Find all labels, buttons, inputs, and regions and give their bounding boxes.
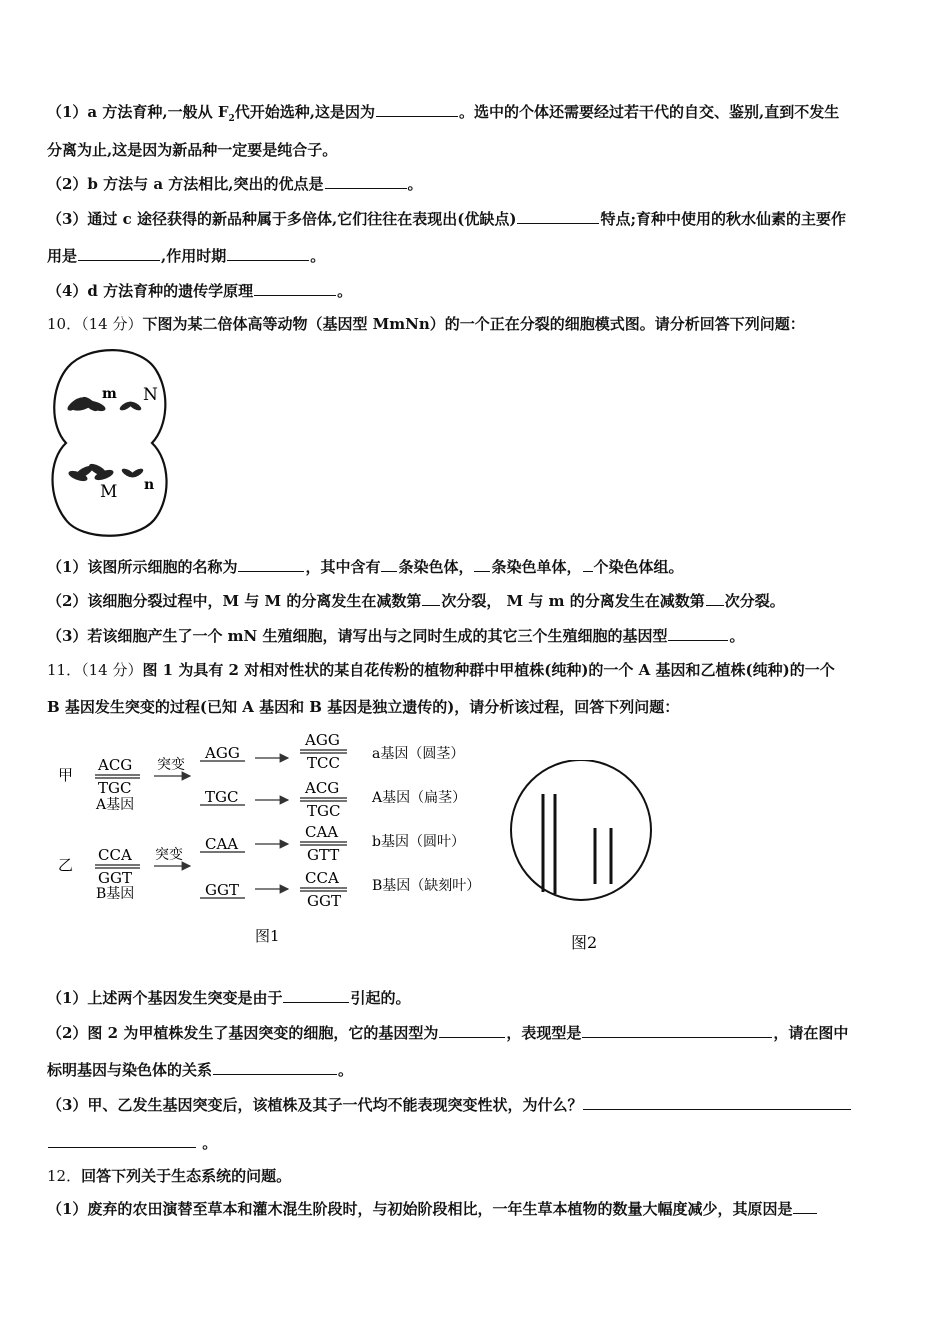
row4-gene-label: B基因（缺刻叶）: [372, 878, 481, 894]
answer-blank[interactable]: [254, 281, 336, 296]
gene-b-top-strand: CCA: [98, 846, 132, 864]
q11-part2-text-b: ，表现型是: [506, 1024, 582, 1042]
q9-part3-text-d: ,作用时期: [161, 247, 227, 265]
q9-part1-text-d: 分离为止,这是因为新品种一定要是纯合子。: [47, 141, 338, 159]
q9-part4-text-b: 。: [337, 282, 353, 300]
gene-label-m: m: [102, 386, 117, 402]
mutation-label-yi: 突变: [155, 847, 183, 863]
answer-blank[interactable]: [325, 174, 407, 189]
row2-gene-label: A基因（扁茎）: [372, 790, 467, 806]
q9-part1-text-c: 。选中的个体还需要经过若干代的自交、鉴别,直到不发生: [458, 103, 840, 121]
q11-score: （14 分）: [81, 661, 143, 679]
row2-single-strand: TGC: [205, 788, 239, 806]
gene-label-N: N: [143, 385, 158, 405]
q10-part1-text-e: 个染色体组。: [593, 558, 684, 576]
q10-score: （14 分）: [81, 315, 143, 333]
q11-part2-text-c: ，请在图中: [773, 1024, 849, 1042]
dividing-cell-outline: [53, 350, 167, 536]
answer-blank[interactable]: [238, 557, 304, 572]
answer-blank[interactable]: [706, 591, 724, 606]
q9-part1-text-a: （1）a 方法育种,一般从 F: [47, 103, 229, 121]
q9-part2-text-b: 。: [407, 175, 423, 193]
row4-bottom-strand: GGT: [307, 892, 341, 910]
row3-single-strand: CAA: [205, 835, 239, 853]
q10-number: 10．: [47, 315, 82, 333]
q10-stem-text: 下图为某二倍体高等动物（基因型 MmNn）的一个正在分裂的细胞模式图。请分析回答下列问题：: [142, 315, 805, 333]
answer-blank[interactable]: [422, 591, 440, 606]
plant-jia-label: 甲: [58, 766, 74, 784]
answer-blank[interactable]: [439, 1023, 505, 1038]
q10-part3-text-b: 。: [729, 627, 745, 645]
answer-blank[interactable]: [668, 626, 728, 641]
q10-part3-line: [47, 626, 744, 646]
q9-part1-line1: [47, 102, 839, 129]
q12-stem: [47, 1166, 291, 1186]
gene-a-name: A基因: [96, 797, 135, 813]
row3-gene-label: b基因（圆叶）: [372, 834, 465, 850]
q11-part3-text-b: 。: [202, 1134, 218, 1152]
q10-part2-line: [47, 591, 785, 611]
q11-part3-line1: [47, 1095, 852, 1115]
answer-blank[interactable]: [474, 557, 490, 572]
answer-blank[interactable]: [227, 246, 309, 261]
q11-part1-line: [47, 988, 410, 1008]
answer-blank[interactable]: [583, 1095, 851, 1110]
answer-blank[interactable]: [583, 557, 593, 572]
q9-part3-text-c: 用是: [47, 247, 78, 265]
q10-part2-text-a: （2）该细胞分裂过程中，M 与 M 的分离发生在减数第: [47, 592, 422, 610]
q11-stem-line1: [47, 660, 835, 680]
row3-bottom-strand: GTT: [307, 846, 340, 864]
q12-stem-text: 回答下列关于生态系统的问题。: [81, 1167, 292, 1185]
answer-blank[interactable]: [78, 246, 160, 261]
q9-part1-text-b: 代开始选种,这是因为: [234, 103, 375, 121]
answer-blank[interactable]: [381, 557, 397, 572]
cell-circle: [511, 760, 651, 900]
q11-stem-text-1: 图 1 为具有 2 对相对性状的某自花传粉的植物种群中甲植株(纯种)的一个 A 基因和乙植株(纯种)的一个: [142, 661, 835, 679]
q11-part1-text-b: 引起的。: [350, 989, 411, 1007]
q9-part4-text-a: （4）d 方法育种的遗传学原理: [47, 282, 254, 300]
q9-part1-subscript: 2: [228, 114, 235, 124]
mutation-label-jia: 突变: [157, 757, 185, 773]
answer-blank[interactable]: [793, 1199, 817, 1214]
q11-part3-line2: [47, 1133, 217, 1153]
q10-part2-text-c: 次分裂。: [724, 592, 785, 610]
gene-a-bottom-strand: TGC: [98, 779, 132, 797]
q11-part2-text-e: 。: [338, 1061, 354, 1079]
q9-part4-line: [47, 281, 352, 301]
answer-blank[interactable]: [48, 1133, 196, 1148]
q10-cell-figure: [46, 342, 174, 542]
q12-part1-text: （1）废弃的农田演替至草本和灌木混生阶段时，与初始阶段相比，一年生草本植物的数量大幅度减少，其原因是: [47, 1200, 793, 1218]
row4-single-strand: GGT: [205, 881, 239, 899]
q11-part1-text-a: （1）上述两个基因发生突变是由于: [47, 989, 283, 1007]
q11-part2-line2: [47, 1060, 353, 1080]
q9-part2-text-a: （2）b 方法与 a 方法相比,突出的优点是: [47, 175, 324, 193]
q10-part1-text-c: 条染色体，: [398, 558, 474, 576]
bottom-large-chromosome-pair: [67, 462, 115, 484]
q9-part1-line2: [47, 140, 337, 160]
plant-yi-label: 乙: [58, 856, 74, 874]
q11-part2-line1: [47, 1023, 848, 1043]
q10-stem: [47, 314, 805, 334]
gene-label-M: M: [100, 482, 118, 502]
answer-blank[interactable]: [582, 1023, 772, 1038]
row1-gene-label: a基因（圆茎）: [372, 746, 465, 762]
q10-part3-text-a: （3）若该细胞产生了一个 mN 生殖细胞，请写出与之同时生成的其它三个生殖细胞的基因型: [47, 627, 668, 645]
figure2-caption: 图2: [571, 933, 598, 952]
q10-part1-line: [47, 557, 684, 577]
q11-figure1-gene-mutation: [50, 725, 500, 950]
q9-part3-line1: [47, 209, 846, 229]
answer-blank[interactable]: [283, 988, 349, 1003]
q9-part3-line2: [47, 246, 325, 266]
q11-figure2-cell[interactable]: [505, 760, 660, 955]
q12-number: 12．: [47, 1167, 82, 1185]
figure1-caption: 图1: [255, 927, 280, 945]
q9-part2-line: [47, 174, 423, 194]
answer-blank[interactable]: [517, 209, 599, 224]
bottom-small-chromosome-pair: [120, 467, 144, 479]
row1-bottom-strand: TCC: [307, 754, 340, 772]
row1-single-strand: AGG: [205, 744, 240, 762]
gene-label-n: n: [144, 477, 155, 493]
q11-part2-text-a: （2）图 2 为甲植株发生了基因突变的细胞，它的基因型为: [47, 1024, 439, 1042]
q9-part3-text-b: 特点;育种中使用的秋水仙素的主要作: [600, 210, 846, 228]
top-small-chromosome-pair: [118, 400, 142, 412]
q9-part3-text-e: 。: [310, 247, 326, 265]
q9-part3-text-a: （3）通过 c 途径获得的新品种属于多倍体,它们往往在表现出(优缺点): [47, 210, 517, 228]
q11-number: 11．: [47, 661, 82, 679]
q11-part3-text-a: （3）甲、乙发生基因突变后，该植株及其子一代均不能表现突变性状，为什么？: [47, 1096, 583, 1114]
q11-stem-text-2: B 基因发生突变的过程(已知 A 基因和 B 基因是独立遗传的)，请分析该过程，回答下列问题：: [47, 698, 680, 716]
gene-b-name: B基因: [96, 886, 135, 902]
row2-top-strand: ACG: [305, 779, 340, 797]
q10-part2-text-b: 次分裂， M 与 m 的分离发生在减数第: [441, 592, 705, 610]
row4-top-strand: CCA: [305, 869, 339, 887]
q11-stem-line2: [47, 697, 679, 717]
q11-part2-text-d: 标明基因与染色体的关系: [47, 1061, 213, 1079]
row1-top-strand: AGG: [305, 731, 340, 749]
q10-part1-text-b: ，其中含有: [305, 558, 381, 576]
q10-part1-text-a: （1）该图所示细胞的名称为: [47, 558, 238, 576]
q12-part1-line: [47, 1199, 818, 1219]
q10-part1-text-d: 条染色单体，: [491, 558, 582, 576]
row2-bottom-strand: TGC: [307, 802, 341, 820]
answer-blank[interactable]: [376, 102, 458, 117]
answer-blank[interactable]: [213, 1060, 337, 1075]
top-large-chromosome-pair: [66, 395, 107, 414]
gene-a-top-strand: ACG: [98, 756, 133, 774]
gene-b-bottom-strand: GGT: [98, 869, 132, 887]
row3-top-strand: CAA: [305, 823, 339, 841]
